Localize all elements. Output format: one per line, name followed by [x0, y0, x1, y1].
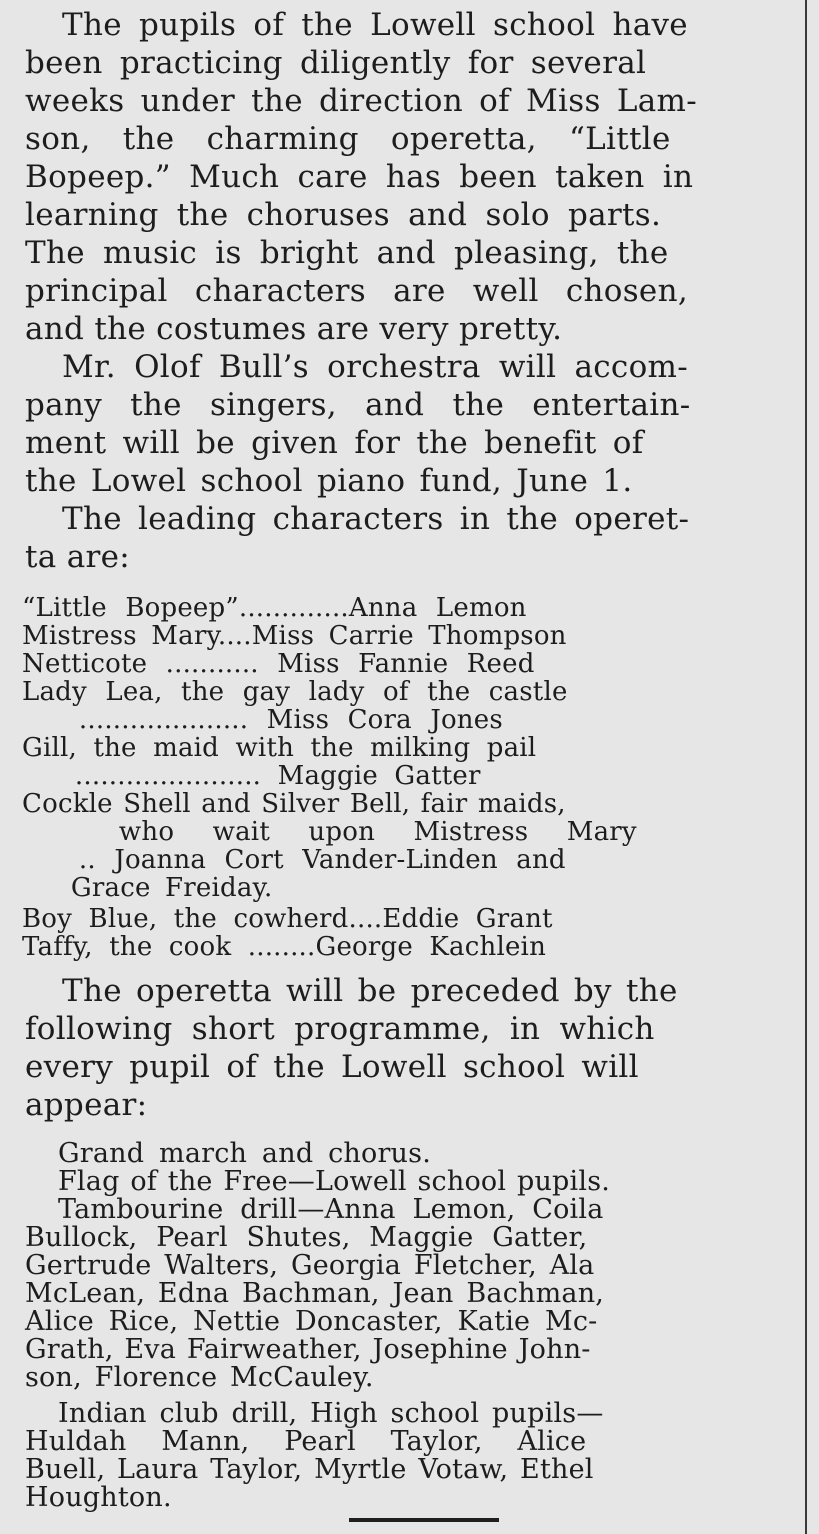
cast-line: Boy Blue, the cowherd....Eddie Grant [22, 904, 553, 934]
programme-line: Grath, Eva Fairweather, Josephine John- [25, 1334, 591, 1365]
cast-line: Gill, the maid with the milking pail [22, 733, 537, 763]
article-line: the Lowel school piano fund, June 1. [25, 463, 633, 499]
cast-line: Netticote ........... Miss Fannie Reed [22, 649, 535, 679]
article-line: appear: [25, 1087, 148, 1123]
article-line: following short programme, in which [25, 1011, 655, 1047]
programme-line: Bullock, Pearl Shutes, Maggie Gatter, [25, 1222, 588, 1253]
cast-line: Cockle Shell and Silver Bell, fair maids, [22, 789, 566, 819]
article-line: learning the choruses and solo parts. [25, 197, 662, 233]
programme-line: McLean, Edna Bachman, Jean Bachman, [25, 1278, 605, 1309]
column-rule-right [805, 0, 807, 1534]
programme-line: Houghton. [25, 1482, 172, 1513]
cast-line: ...................... Maggie Gatter [42, 761, 481, 791]
cast-line: Grace Freiday. [42, 873, 273, 903]
article-line: pany the singers, and the entertain- [25, 387, 691, 423]
programme-line: Flag of the Free—Lowell school pupils. [58, 1166, 611, 1197]
programme-line: Huldah Mann, Pearl Taylor, Alice [25, 1426, 587, 1457]
article-line: every pupil of the Lowell school will [25, 1049, 639, 1085]
cast-line: Taffy, the cook ........George Kachlein [22, 932, 547, 962]
cast-line: who wait upon Mistress Mary [42, 817, 637, 847]
article-line: Mr. Olof Bull’s orchestra will accom- [62, 349, 689, 385]
article-line: The leading characters in the operet- [62, 501, 690, 537]
programme-line: Alice Rice, Nettie Doncaster, Katie Mc- [25, 1306, 598, 1337]
article-line: The operetta will be preceded by the [62, 973, 678, 1009]
programme-line: son, Florence McCauley. [25, 1362, 374, 1393]
programme-line: Tambourine drill—Anna Lemon, Coila [58, 1194, 604, 1225]
programme-line: Gertrude Walters, Georgia Fletcher, Ala [25, 1250, 595, 1281]
article-line: The music is bright and pleasing, the [25, 235, 669, 271]
article-line: been practicing diligently for several [25, 45, 647, 81]
article-line: Bopeep.” Much care has been taken in [25, 159, 694, 195]
programme-line: Indian club drill, High school pupils— [58, 1398, 604, 1429]
programme-line: Buell, Laura Taylor, Myrtle Votaw, Ethel [25, 1454, 594, 1485]
cast-line: .. Joanna Cort Vander-Linden and [42, 845, 566, 875]
cast-line: “Little Bopeep”.............Anna Lemon [22, 593, 527, 623]
article-line: ment will be given for the benefit of [25, 425, 644, 461]
article-line: principal characters are well chosen, [25, 273, 688, 309]
article-line: weeks under the direction of Miss Lam- [25, 83, 697, 119]
cast-line: Lady Lea, the gay lady of the castle [22, 677, 568, 707]
article-line: son, the charming operetta, “Little [25, 121, 671, 157]
closing-rule [349, 1518, 499, 1522]
programme-line: Grand march and chorus. [58, 1138, 431, 1169]
article-line: ta are: [25, 539, 130, 575]
cast-line: Mistress Mary....Miss Carrie Thompson [22, 621, 567, 651]
cast-line: .................... Miss Cora Jones [42, 705, 503, 735]
article-line: and the costumes are very pretty. [25, 311, 563, 347]
article-line: The pupils of the Lowell school have [62, 7, 688, 43]
